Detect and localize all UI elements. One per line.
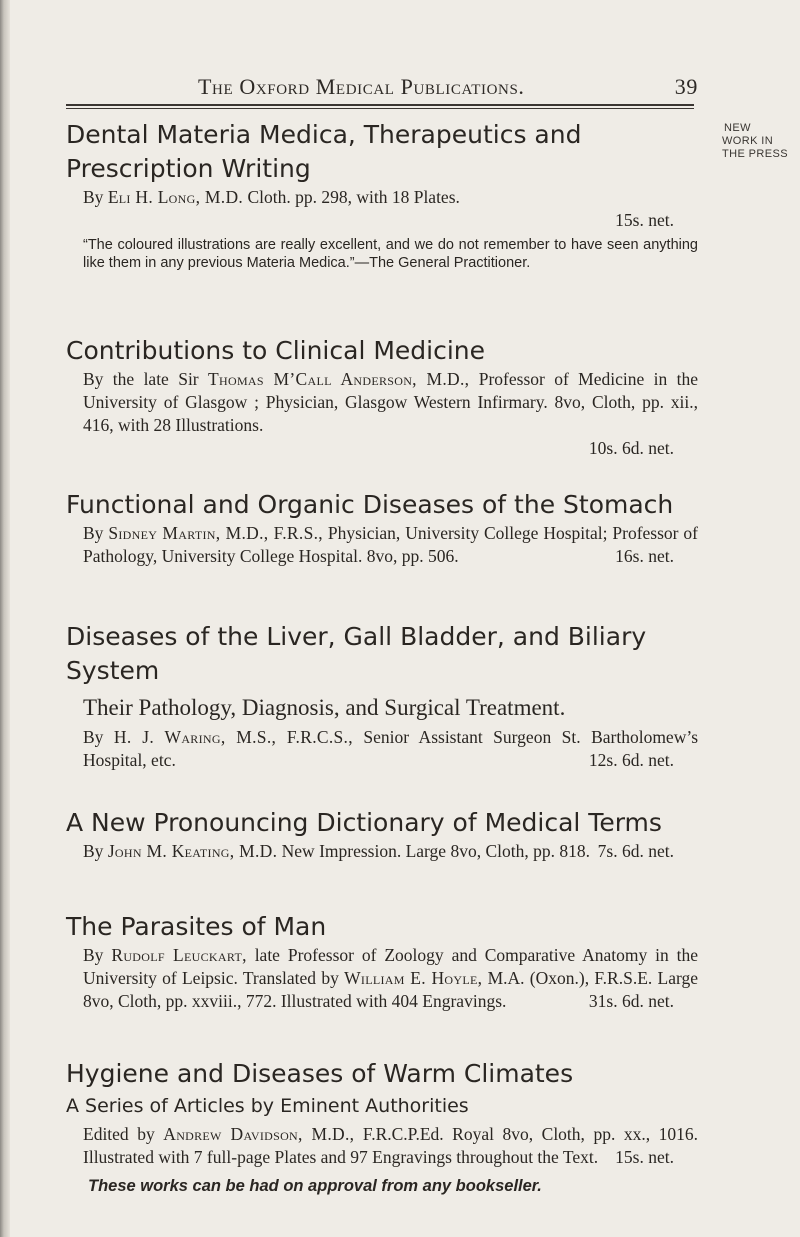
by-label: By [83,841,104,861]
book-price: 12s. 6d. net. [588,750,674,770]
side-note-line-2: WORK IN [722,135,774,147]
header-rule-thick [66,104,694,106]
page-spine-shadow [0,0,10,1237]
book-title: Contributions to Clinical Medicine [66,336,486,365]
book-details: F.R.C.P.Ed. Royal 8vo, Cloth, pp. xx., 1016. Illustrated with 7 full-page Plates and 97 Engravings throughout the Text. [83,1124,699,1167]
by-label: By the late Sir [83,369,199,389]
book-title: A New Pronouncing Dictionary of Medical Terms [66,808,662,837]
book-details: Senior Assistant Surgeon St. Bartholomew’s Hospital, etc. [83,727,699,770]
author-name: H. J. Waring, M.S., F.R.C.S., [113,727,353,747]
book-subtitle: Their Pathology, Diagnosis, and Surgical Treatment. [83,695,566,720]
book-entry [66,334,698,460]
book-description [83,1123,698,1169]
running-head [198,74,698,100]
side-note-line-3: THE PRESS [722,148,788,160]
author-name: Andrew Davidson, M.D., [163,1124,355,1144]
book-details: Professor of Medicine in the University of Glasgow ; Physician, Glasgow Western Infirmary. 8vo, Cloth, pp. xii., 416, with 28 Illustrations. [83,369,699,435]
header-rule-thin [66,108,694,109]
book-entry [66,488,698,568]
book-title: The Parasites of Man [66,912,327,941]
translator-name: William E. Hoyle, [344,968,483,988]
author-name: Sidney Martin, M.D., F.R.S., [108,523,323,543]
by-label: By [83,727,104,747]
book-title: Hygiene and Diseases of Warm Climates [66,1059,574,1088]
book-description [83,726,698,772]
book-details: late Professor of Zoology and Comparative Anatomy in the University of Leipsic. Translated by [83,945,699,988]
book-description [83,186,698,209]
book-subtitle: A Series of Articles by Eminent Authorities [66,1095,469,1117]
book-price: 7s. 6d. net. [597,841,674,861]
by-label: By [83,945,104,965]
book-price: 31s. 6d. net. [588,991,674,1011]
new-work-side-note [722,122,800,161]
book-entry [66,620,698,772]
book-title: Dental Materia Medica, Therapeutics and Prescription Writing [66,120,582,183]
author-name: John M. Keating, M.D. [107,841,278,861]
by-label: By [83,523,104,543]
book-description [83,522,698,568]
page-number: 39 [674,74,698,99]
book-entry [66,118,698,272]
book-price: 15s. net. [615,1147,674,1167]
by-label: Edited by [83,1124,155,1144]
author-name: Rudolf Leuckart, [111,945,247,965]
book-title: Functional and Organic Diseases of the Stomach [66,490,674,519]
book-entry [66,1057,698,1169]
book-description [83,840,698,863]
by-label: By [83,187,104,207]
review-quote: “The coloured illustrations are really excellent, and we do not remember to have seen anything like them in any previous Materia Medica.”—The General Practitioner. [83,237,698,271]
book-details: New Impression. Large 8vo, Cloth, pp. 818. [281,841,590,861]
footer-note: These works can be had on approval from any bookseller. [88,1177,542,1195]
book-details: Physician, University College Hospital; Professor of Pathology, University College Hospital. 8vo, pp. 506. [83,523,698,566]
book-entry [66,910,698,1013]
author-name: Eli H. Long, M.D. [107,187,244,207]
side-note-line-1: NEW [724,122,751,134]
book-entry [66,806,698,863]
book-description [83,944,698,1013]
author-name: Thomas M’Call Anderson, M.D., [208,369,470,389]
book-details-continued: M.A. (Oxon.), F.R.S.E. Large 8vo, Cloth, pp. xxviii., 772. Illustrated with 404 Engravings. [83,968,699,1011]
book-price: 10s. 6d. net. [588,438,674,458]
book-details: Cloth. pp. 298, with 18 Plates. [247,187,460,207]
book-price: 16s. net. [615,546,674,566]
book-price: 15s. net. [615,210,674,230]
book-title: Diseases of the Liver, Gall Bladder, and Biliary System [66,622,647,685]
running-title: The Oxford Medical Publications. [198,74,525,99]
book-description [83,368,698,437]
